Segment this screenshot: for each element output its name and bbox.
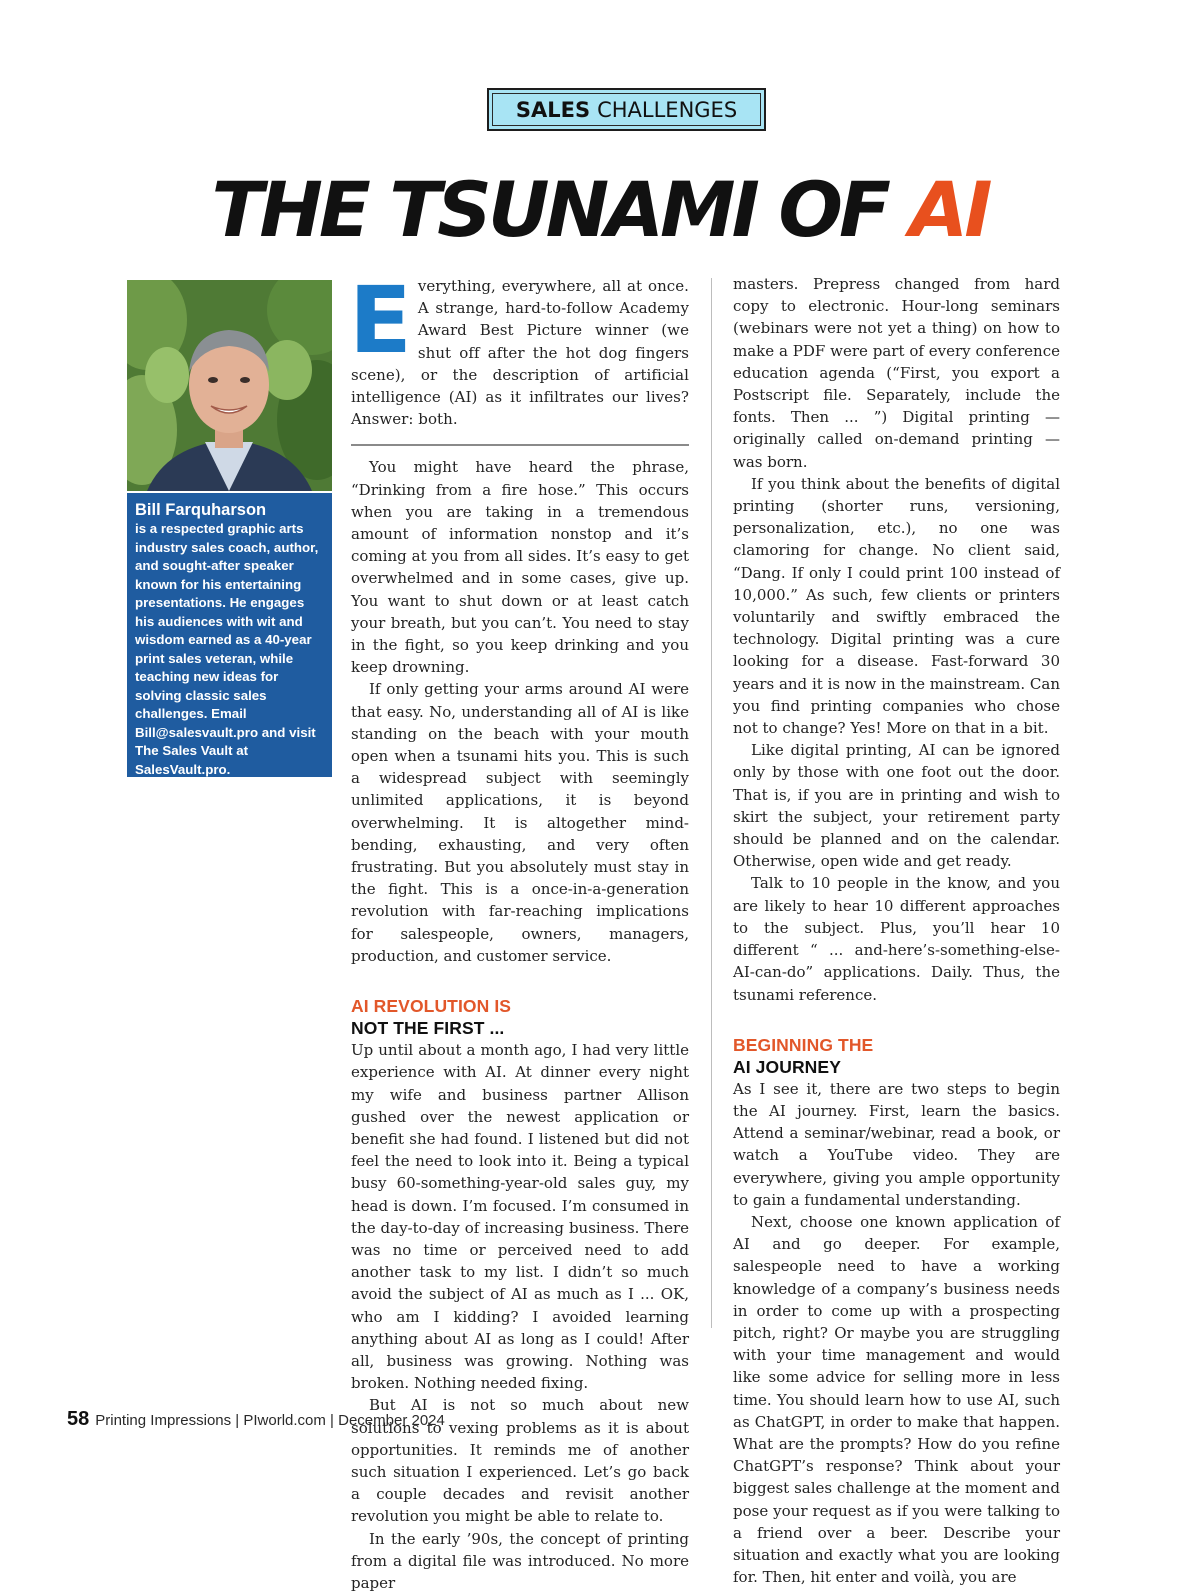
page-footer [67,1408,445,1431]
kicker-rest: CHALLENGES [597,97,738,122]
section-kicker [487,88,766,131]
headline-main: THE TSUNAMI OF [211,165,887,254]
kicker-bold: SALES [515,97,591,122]
author-photo [127,280,332,491]
article-column-2 [733,273,1060,1588]
body-paragraph: Up until about a month ago, I had very little experience with AI. At dinner every night my wife and business partner Allison gushed over the newest application or benefit she had found. I listened but did not feel the need to look into it. Being a typical busy 60-something-year-old sales guy, my head is down. I’m focused. I’m consumed in the day-to-day of increasing business. There was no time or perceived need to add another task to my list. I didn’t so much avoid the subject of AI as much as I ... OK, who am I kidding? I avoided learning anything about AI as long as I could! After all, business was growing. Nothing was broken. Nothing needed fixing. [351,1041,689,1393]
body-paragraph: In the early ’90s, the concept of printing from a digital file was introduced. No more paper [351,1529,689,1592]
subhead-line-2: NOT THE FIRST ... [351,1018,505,1039]
intro-divider [351,444,689,446]
footer-publication: Printing Impressions | PIworld.com | December 2024 [95,1412,445,1429]
body-paragraph: As I see it, there are two steps to begin the AI journey. First, learn the basics. Attend a seminar/webinar, read a book, or watch a YouTube video. They are everywhere, giving you ample opportunity to gain a fundamental understanding. [733,1079,1060,1209]
body-paragraph: masters. Prepress changed from hard copy to electronic. Hour-long seminars (webinars were not yet a thing) on how to make a PDF were part of every conference education agenda (“First, you export a Postscript file. Separately, include the fonts. Then ... ”) Digital printing — originally called on-demand printing — was born. [733,275,1060,471]
author-name: Bill Farquharson [135,501,267,519]
author-bio-text: is a respected graphic arts industry sales coach, author, and sought-after speaker known for his entertaining presentations. He engages his audiences with wit and wisdom earned as a 40-year print sales veteran, while teaching new ideas for solving classic sales challenges. Email Bill@salesvault.pro and visit The Sales Vault at SalesVault.pro. [135,521,319,777]
body-paragraph: If only getting your arms around AI were that easy. No, understanding all of AI is like standing on the beach with your mouth open when a tsunami hits you. This is such a widespread subject with seemingly unlimited applications, it is beyond overwhelming. It is altogether mind-bending, exhausting, and very often frustrating. But you absolutely must stay in the fight. This is a once-in-a-generation revolution with far-reaching implications for salespeople, owners, managers, production, and customer service. [351,680,689,965]
body-paragraph: Next, choose one known application of AI and go deeper. For example, salespeople need to have a working knowledge of a company’s business needs in order to come up with a prospecting pitch, right? Or maybe you are struggling with your time management and would like some advice for selling more in less time. You should learn how to use AI, such as ChatGPT, in order to make that happen. What are the prompts? How do you refine ChatGPT’s response? Think about your biggest sales challenge at the moment and pose your request as if you were talking to a friend over a beer. Describe your situation and exactly what you are looking for. Then, hit enter and voilà, you are [733,1212,1060,1587]
headline-accent: AI [909,165,989,254]
article-column-1 [349,267,689,1594]
article-headline [0,165,1200,254]
subhead-line-1: BEGINNING THE [733,1034,874,1055]
subhead-ai-revolution [351,995,689,1039]
article-intro: verything, everywhere, all at once. A strange, hard-to-follow Academy Award Best Picture winner (we shut off after the hot dog fingers scene), or the description of artificial intelligence (AI) as it infiltrates our lives? Answer: both. [351,277,689,429]
body-paragraph: You might have heard the phrase, “Drinking from a fire hose.” This occurs when you are taking in a tremendous amount of information nonstop and it’s coming at you from all sides. It’s easy to get overwhelmed and in some cases, give up. You want to shut down or at least catch your breath, but you can’t. You need to stay in the fight, so you keep drinking and you keep drowning. [351,458,689,677]
author-portrait-image [127,280,332,491]
drop-cap: E [349,267,412,374]
author-bio-box [127,493,332,777]
body-paragraph: Like digital printing, AI can be ignored only by those with one foot out the door. That is, if you are in printing and wish to skirt the subject, your retirement party should be planned and on the calendar. Otherwise, open wide and get ready. [733,741,1060,871]
subhead-line-2: AI JOURNEY [733,1056,841,1077]
subhead-line-1: AI REVOLUTION IS [351,996,512,1017]
page-number: 58 [67,1408,90,1430]
body-paragraph: Talk to 10 people in the know, and you are likely to hear 10 different approaches to the subject. Plus, you’ll hear 10 different “ ... and-here’s-something-else-AI-can-do” applications. Daily. Thus, the tsunami reference. [733,874,1060,1004]
subhead-beginning-journey [733,1034,1060,1078]
body-paragraph: But AI is not so much about new solutions to vexing problems as it is about opportunities. It reminds me of another such situation I experienced. Let’s go back a couple decades and revisit another revolution you might be able to relate to. [351,1396,689,1526]
body-paragraph: If you think about the benefits of digital printing (shorter runs, versioning, personalization, etc.), no one was clamoring for change. No client said, “Dang. If only I could print 100 instead of 10,000.” As such, few clients or printers voluntarily and swiftly embraced the technology. Digital printing was a cure looking for a disease. Fast-forward 30 years and it is now in the mainstream. Can you find printing companies who chose not to change? Yes! More on that in a bit. [733,474,1060,738]
column-divider [711,278,712,1328]
